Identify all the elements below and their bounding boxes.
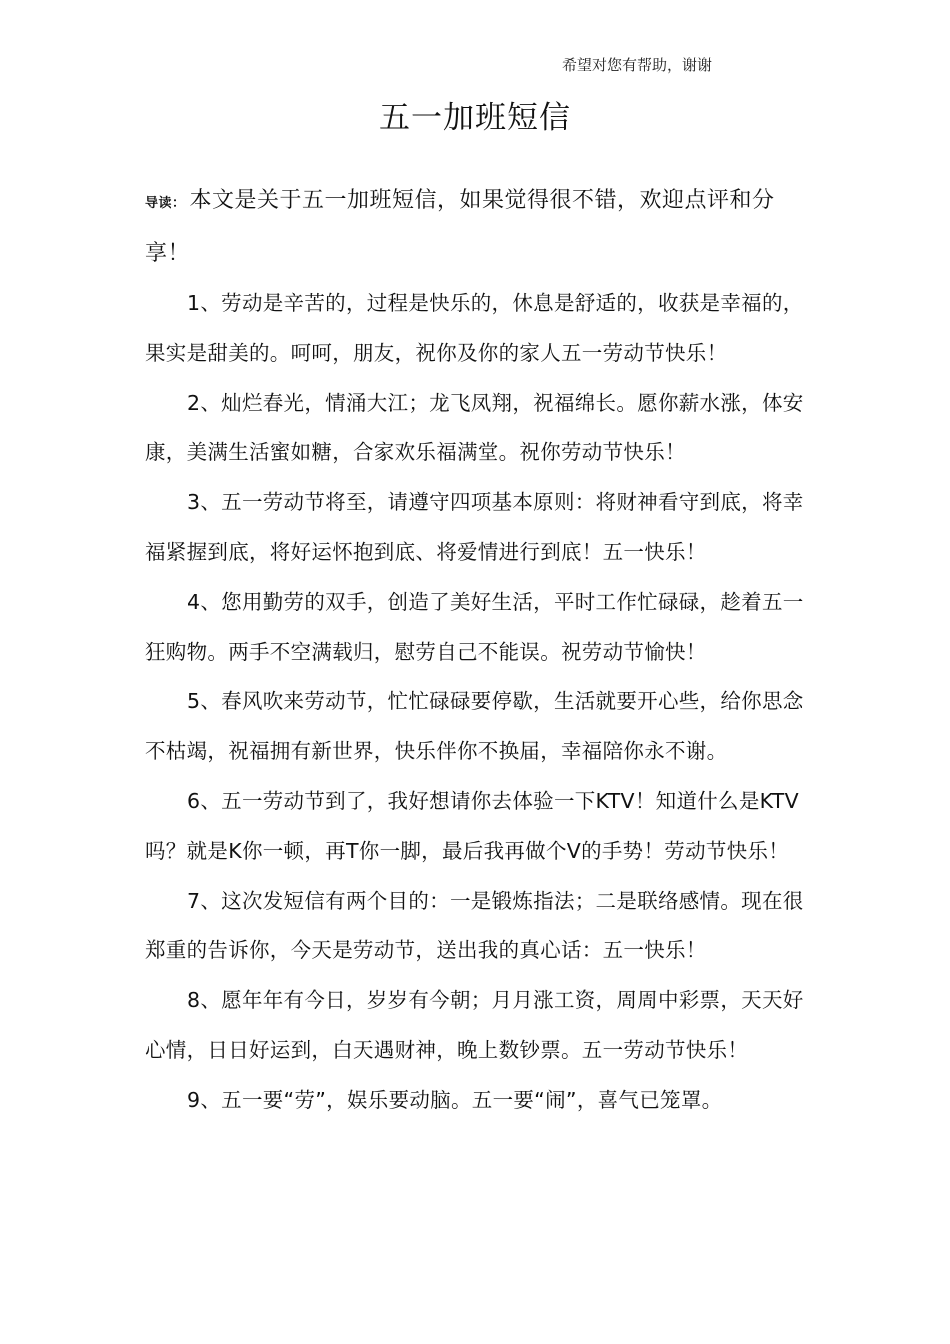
message-paragraph-5: 5、春风吹来劳动节，忙忙碌碌要停歇，生活就要开心些，给你思念不枯竭，祝福拥有新世界，快乐伴你不换届，幸福陪你永不谢。 — [145, 689, 804, 764]
message-paragraph-2: 2、灿烂春光，情涌大江；龙飞凤翔，祝福绵长。愿你薪水涨，体安康，美满生活蜜如糖，合家欢乐福满堂。祝你劳动节快乐！ — [145, 390, 804, 465]
message-paragraph-8: 8、愿年年有今日，岁岁有今朝；月月涨工资，周周中彩票，天天好心情，日日好运到，白天遇财神，晚上数钞票。五一劳动节快乐！ — [145, 988, 804, 1062]
message-paragraph-3: 3、五一劳动节将至，请遵守四项基本原则：将财神看守到底，将幸福紧握到底，将好运怀抱到底、将爱情进行到底！五一快乐！ — [145, 490, 804, 564]
intro-label: 导读： — [145, 196, 186, 211]
message-paragraph-6: 6、五一劳动节到了，我好想请你去体验一下KTV！知道什么是KTV吗？就是K你一顿，再T你一脚，最后我再做个V的手势！劳动节快乐！ — [145, 788, 799, 863]
intro-paragraph — [145, 176, 809, 279]
header-note: 希望对您有帮助，谢谢 — [562, 56, 713, 74]
message-paragraph-7: 7、这次发短信有两个目的：一是锻炼指法；二是联络感情。现在很郑重的告诉你，今天是劳动节，送出我的真心话：五一快乐！ — [145, 888, 804, 963]
page-title: 五一加班短信 — [379, 100, 571, 136]
intro-text: 本文是关于五一加班短信，如果觉得很不错，欢迎点评和分享！ — [145, 188, 775, 266]
message-paragraph-9: 9、五一要“劳”，娱乐要动脑。五一要“闹”，喜气已笼罩。 — [187, 1087, 723, 1112]
document-body — [145, 176, 809, 1126]
message-paragraph-4: 4、您用勤劳的双手，创造了美好生活，平时工作忙碌碌，趁着五一狂购物。两手不空满载归，慰劳自己不能误。祝劳动节愉快！ — [145, 589, 804, 664]
message-paragraph-1: 1、劳动是辛苦的，过程是快乐的，休息是舒适的，收获是幸福的，果实是甜美的。呵呵，朋友，祝你及你的家人五一劳动节快乐！ — [145, 291, 804, 365]
